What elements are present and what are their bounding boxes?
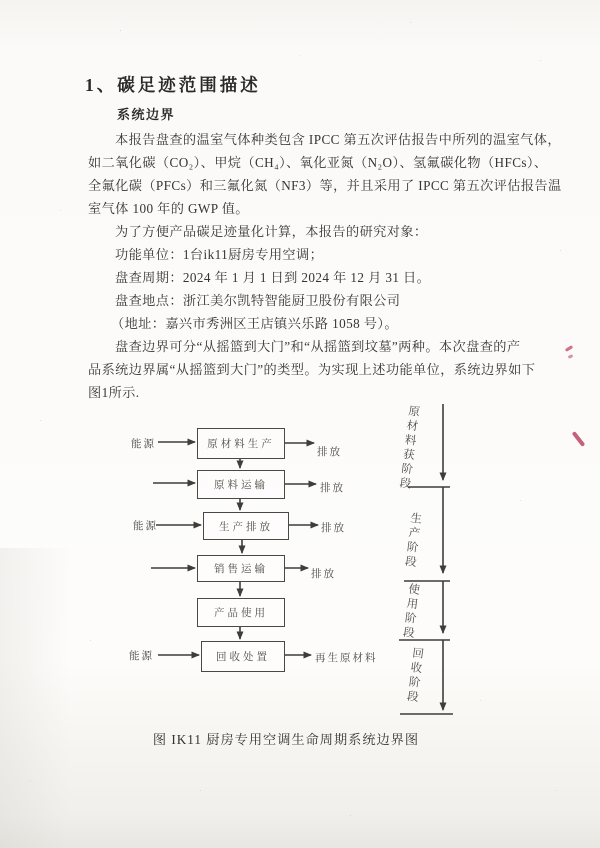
energy-input-label: 能源 (129, 651, 154, 662)
emission-output-label: 排放 (311, 569, 336, 580)
energy-input-label: 能源 (131, 439, 156, 450)
lifecycle-flowchart (0, 400, 600, 735)
paragraph-line: 全氟化碳（PFCs）和三氟化氮（NF3）等，并且采用了 IPCC 第五次评估报告温 (88, 178, 562, 193)
flowchart-connectors (0, 400, 600, 735)
detail-line-functional-unit: 功能单位：1台ik11厨房专用空调； (115, 247, 324, 262)
paragraph-line: 盘查边界可分“从摇篮到大门”和“从摇篮到坟墓”两种。本次盘查的产 (115, 339, 521, 354)
detail-line-period: 盘查周期：2024 年 1 月 1 日到 2024 年 12 月 31 日。 (115, 270, 431, 285)
flow-box-recycle-disposal: 回收处置 (201, 641, 285, 672)
subsection-heading: 系统边界 (117, 107, 176, 122)
paragraph-line: 图1所示. (88, 385, 140, 400)
paragraph-line: 本报告盘查的温室气体种类包含 IPCC 第五次评估报告中所列的温室气体， (115, 132, 561, 147)
red-pen-mark (568, 354, 574, 359)
flow-box-product-use: 产品使用 (197, 598, 285, 627)
paragraph-line: 室气体 100 年的 GWP 值。 (88, 201, 249, 216)
flow-box-raw-material-production: 原材料生产 (197, 428, 285, 459)
detail-line-address: （地址：嘉兴市秀洲区王店镇兴乐路 1058 号）。 (111, 316, 398, 331)
paragraph-line: 如二氧化碳（CO₂）、甲烷（CH₄）、氧化亚氮（N₂O）、氢氟碳化物（HFCs）、 (88, 155, 548, 170)
red-pen-mark (565, 345, 573, 352)
emission-output-label: 排放 (320, 483, 345, 494)
detail-line-location: 盘查地点：浙江美尔凯特智能厨卫股份有限公司 (115, 293, 401, 308)
paragraph-line: 品系统边界属“从摇篮到大门”的类型。为实现上述功能单位，系统边界如下 (88, 362, 536, 377)
stage-label-production: 生产阶段 (402, 511, 422, 571)
flow-box-production-emission: 生产排放 (203, 512, 289, 540)
emission-output-label: 排放 (317, 447, 342, 458)
figure-caption: 图 IK11 厨房专用空调生命周期系统边界图 (152, 732, 420, 747)
stage-label-use: 使用阶段 (400, 582, 420, 642)
section-heading: 1、碳足迹范围描述 (85, 75, 261, 95)
flow-box-raw-material-transport: 原料运输 (197, 470, 285, 499)
flow-box-sales-transport: 销售运输 (197, 555, 285, 582)
energy-input-label: 能源 (133, 521, 158, 532)
stage-label-recycle: 回收阶段 (404, 646, 424, 706)
recycled-material-label: 再生原材料 (315, 653, 378, 664)
body-text-block (88, 128, 562, 404)
scan-noise-speckles (0, 0, 1, 1)
stage-label-raw-material-acquisition: 原材料获阶段 (397, 404, 420, 493)
emission-output-label: 排放 (321, 523, 346, 534)
paragraph-line: 为了方便产品碳足迹量化计算，本报告的研究对象： (115, 224, 428, 239)
